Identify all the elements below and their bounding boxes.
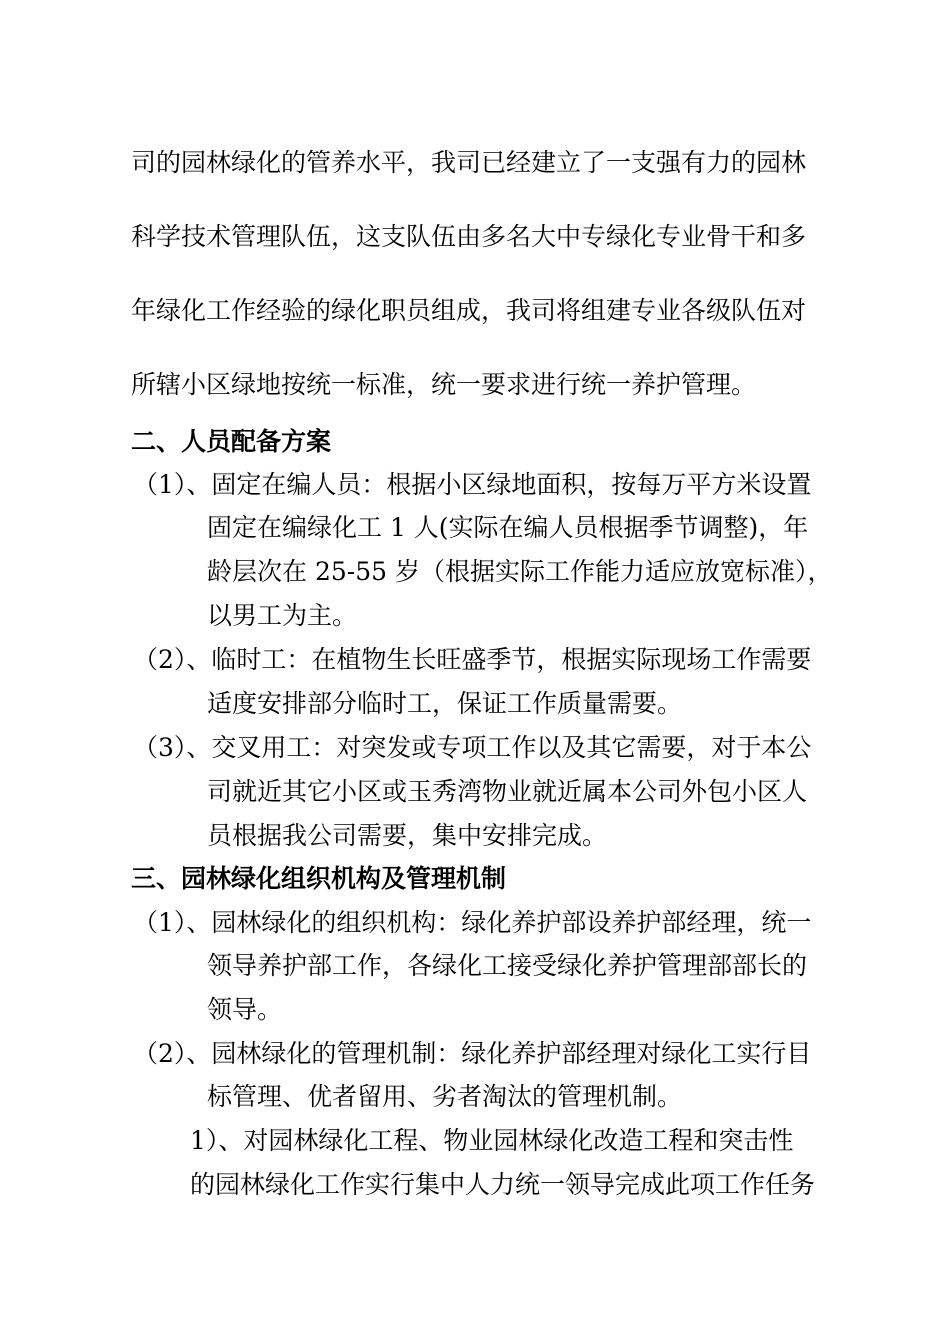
organization-item-1-line-2: 领导养护部工作，各绿化工接受绿化养护管理部部长的 xyxy=(207,951,808,980)
staffing-item-3: （3）、交叉用工：对突发或专项工作以及其它需要，对于本公 xyxy=(133,733,812,762)
intro-line-1: 司的园林绿化的管养水平，我司已经建立了一支强有力的园林 xyxy=(131,148,807,177)
organization-item-1: （1）、园林绿化的组织机构：绿化养护部设养护部经理，统一 xyxy=(133,908,812,937)
intro-line-4: 所辖小区绿地按统一标准，统一要求进行统一养护管理。 xyxy=(131,370,757,399)
intro-line-3: 年绿化工作经验的绿化职员组成，我司将组建专业各级队伍对 xyxy=(131,296,807,325)
section-heading-organization: 三、园林绿化组织机构及管理机制 xyxy=(131,864,507,893)
staffing-item-1: （1）、固定在编人员：根据小区绿地面积，按每万平方米设置 xyxy=(133,470,812,499)
organization-subitem-1: 1）、对园林绿化工程、物业园林绿化改造工程和突击性 xyxy=(190,1126,794,1155)
intro-line-2: 科学技术管理队伍，这支队伍由多名大中专绿化专业骨干和多 xyxy=(131,222,807,251)
organization-item-2: （2）、园林绿化的管理机制：绿化养护部经理对绿化工实行目 xyxy=(133,1039,812,1068)
section-heading-staffing: 二、人员配备方案 xyxy=(131,427,332,456)
staffing-item-2-line-2: 适度安排部分临时工，保证工作质量需要。 xyxy=(207,689,683,718)
organization-item-1-line-3: 领导。 xyxy=(207,995,283,1024)
organization-item-2-line-2: 标管理、优者留用、劣者淘汰的管理机制。 xyxy=(207,1082,683,1111)
staffing-item-2: （2）、临时工：在植物生长旺盛季节，根据实际现场工作需要 xyxy=(133,645,812,674)
staffing-item-3-line-2: 司就近其它小区或玉秀湾物业就近属本公司外包小区人 xyxy=(207,777,808,806)
organization-subitem-1-line-2: 的园林绿化工作实行集中人力统一领导完成此项工作任务 xyxy=(190,1170,816,1199)
staffing-item-1-line-4: 以男工为主。 xyxy=(207,601,358,630)
staffing-item-3-line-3: 员根据我公司需要，集中安排完成。 xyxy=(207,821,608,850)
staffing-item-1-line-3: 龄层次在 25-55 岁（根据实际工作能力适应放宽标准）， xyxy=(207,557,833,586)
staffing-item-1-line-2: 固定在编绿化工 1 人(实际在编人员根据季节调整)，年 xyxy=(207,513,809,542)
